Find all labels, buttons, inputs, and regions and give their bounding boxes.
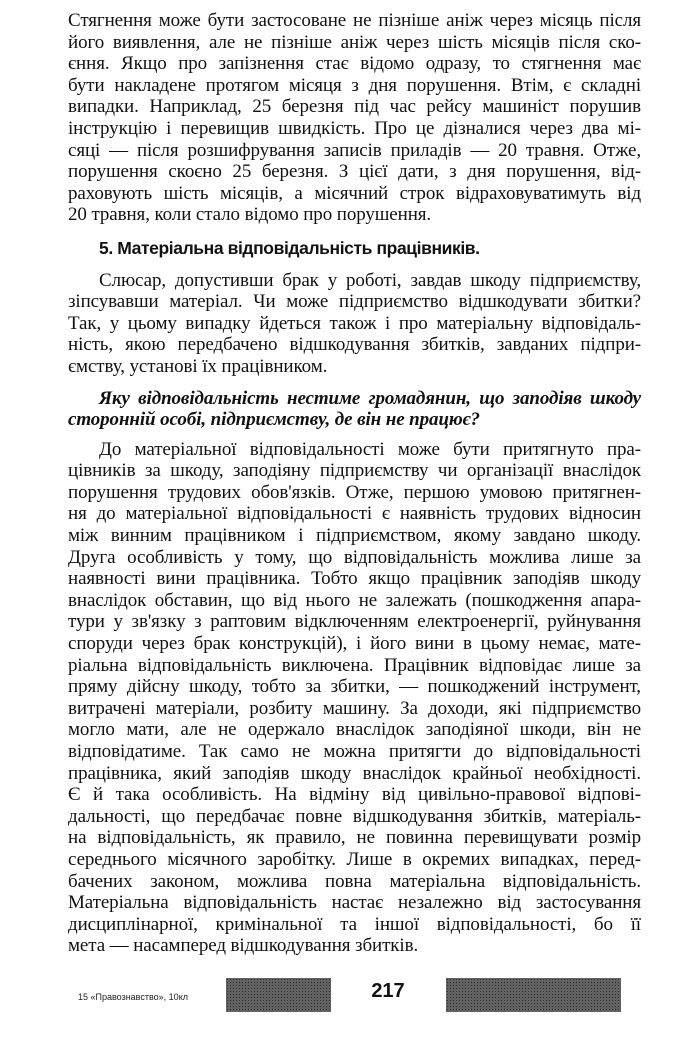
paragraph-3 [68, 439, 641, 957]
question-line: сторонній особі, підприємству, де він не працює? [68, 409, 480, 431]
text-line: наявності вини працівника. Тобто якщо працівник заподіяв шкоду [68, 568, 642, 590]
page-footer [78, 976, 628, 1016]
text-line: Слюсар, допустивши брак у роботі, завдав шкоду підприємству, [99, 269, 641, 291]
section-heading: 5. Матеріальна відповідальність працівників. [99, 237, 480, 258]
text-line: порушення трудових обов'язків. Отже, першою умовою притягнен- [68, 481, 642, 503]
text-line: внаслідок обставин, що від нього не залежать (пошкодження апара- [68, 589, 641, 611]
text-line: відповідатиме. Так само не можна притягти до відповідальності [68, 741, 641, 762]
paragraph-1 [68, 10, 641, 226]
text-line: на відповідальність, як правило, не повинна перевищувати розмір [68, 827, 642, 849]
text-line: 20 травня, коли стало відомо про порушення. [68, 204, 432, 226]
text-line: тури у зв'язку з раптовим відключенням електроенергії, руйнування [68, 611, 642, 633]
text-line: Є й така особливість. На відміну від цивільно-правової відпові- [68, 784, 642, 806]
text-line: працівника, який заподіяв шкоду внаслідок крайньої необхідності. [68, 762, 641, 784]
text-line: Так, у цьому випадку йдеться також і про матеріальну відповідаль- [68, 312, 641, 334]
text-line: раховують шість місяців, а місячний строк відраховуватимуть від [68, 182, 642, 204]
text-line: між винним працівником і підприємством, якому завдано шкоду. [68, 525, 641, 547]
text-line: Друга особливість у тому, що відповідальність можлива лише за [68, 546, 641, 568]
halftone-decoration-right [446, 978, 621, 1012]
question-block [68, 388, 641, 431]
text-line: бачених законом, можлива повна матеріальна відповідальність. [68, 870, 642, 892]
paragraph-2 [68, 270, 641, 378]
text-line: дальності, що передбачає повне відшкодування збитків, матеріаль- [68, 805, 642, 827]
text-line: сяці — після розшифрування записів приладів — 20 травня. Отже, [68, 139, 641, 161]
text-line: інструкцію і перевищив швидкість. Про це дізналися через два мі- [68, 117, 641, 139]
text-line: дисциплінарної, кримінальної та іншої відповідальності, бо її [68, 913, 641, 935]
text-line: порушення скоєно 25 березня. З цієї дати, з дня порушення, від- [68, 161, 642, 183]
text-line: Матеріальна відповідальність настає незалежно від застосування [68, 892, 641, 914]
text-line: ріальна відповідальність виключена. Працівник відповідає лише за [68, 654, 641, 676]
text-line: Стягнення може бути застосоване не пізніше аніж через місяць після [68, 10, 642, 31]
text-line: бути накладене протягом місяця з дня порушення. Втім, є складні [68, 74, 641, 96]
text-line: ємству, установі їх працівником. [68, 355, 328, 377]
text-line: мета — насамперед відшкодування збитків. [68, 935, 419, 957]
text-line: випадки. Наприклад, 25 березня під час рейсу машиніст порушив [68, 96, 642, 118]
text-line: зіпсувавши матеріал. Чи може підприємство відшкодувати збитки? [68, 291, 641, 313]
text-line: До матеріальної відповідальності може бути притягнуто пра- [99, 438, 641, 460]
text-line: єння. Якщо про запізнення стає відомо одразу, то стягнення має [68, 53, 642, 75]
text-line: споруди через брак конструкцій), і його вини в цьому немає, мате- [68, 633, 641, 655]
halftone-decoration-left [226, 978, 331, 1012]
page-number: 217 [371, 980, 405, 1002]
text-line: ність, якою передбачено відшкодування збитків, завданих підпри- [68, 334, 642, 356]
text-line: пряму дійсну шкоду, тобто за збитки, — пошкоджений інструмент, [68, 676, 641, 698]
text-line: могло мати, але не одержало внаслідок заподіяної шкоди, він не [68, 719, 642, 741]
text-line: середнього місячного заробітку. Лише в окремих випадках, перед- [68, 848, 641, 870]
question-line: Яку відповідальність нестиме громадянин, що заподіяв шкоду [99, 387, 642, 409]
text-line: цівників за шкоду, заподіяну підприємству чи організації внаслідок [68, 460, 641, 482]
text-line: ня до матеріальної відповідальності є наявність трудових відносин [68, 503, 641, 525]
text-line: його виявлення, але не пізніше аніж через шість місяців після ско- [68, 31, 642, 53]
page-body [68, 10, 641, 957]
footer-signature: 15 «Правознавство», 10кл [78, 992, 188, 1002]
text-line: витрачені матеріали, розбиту машину. За доходи, які підприємство [68, 697, 641, 719]
